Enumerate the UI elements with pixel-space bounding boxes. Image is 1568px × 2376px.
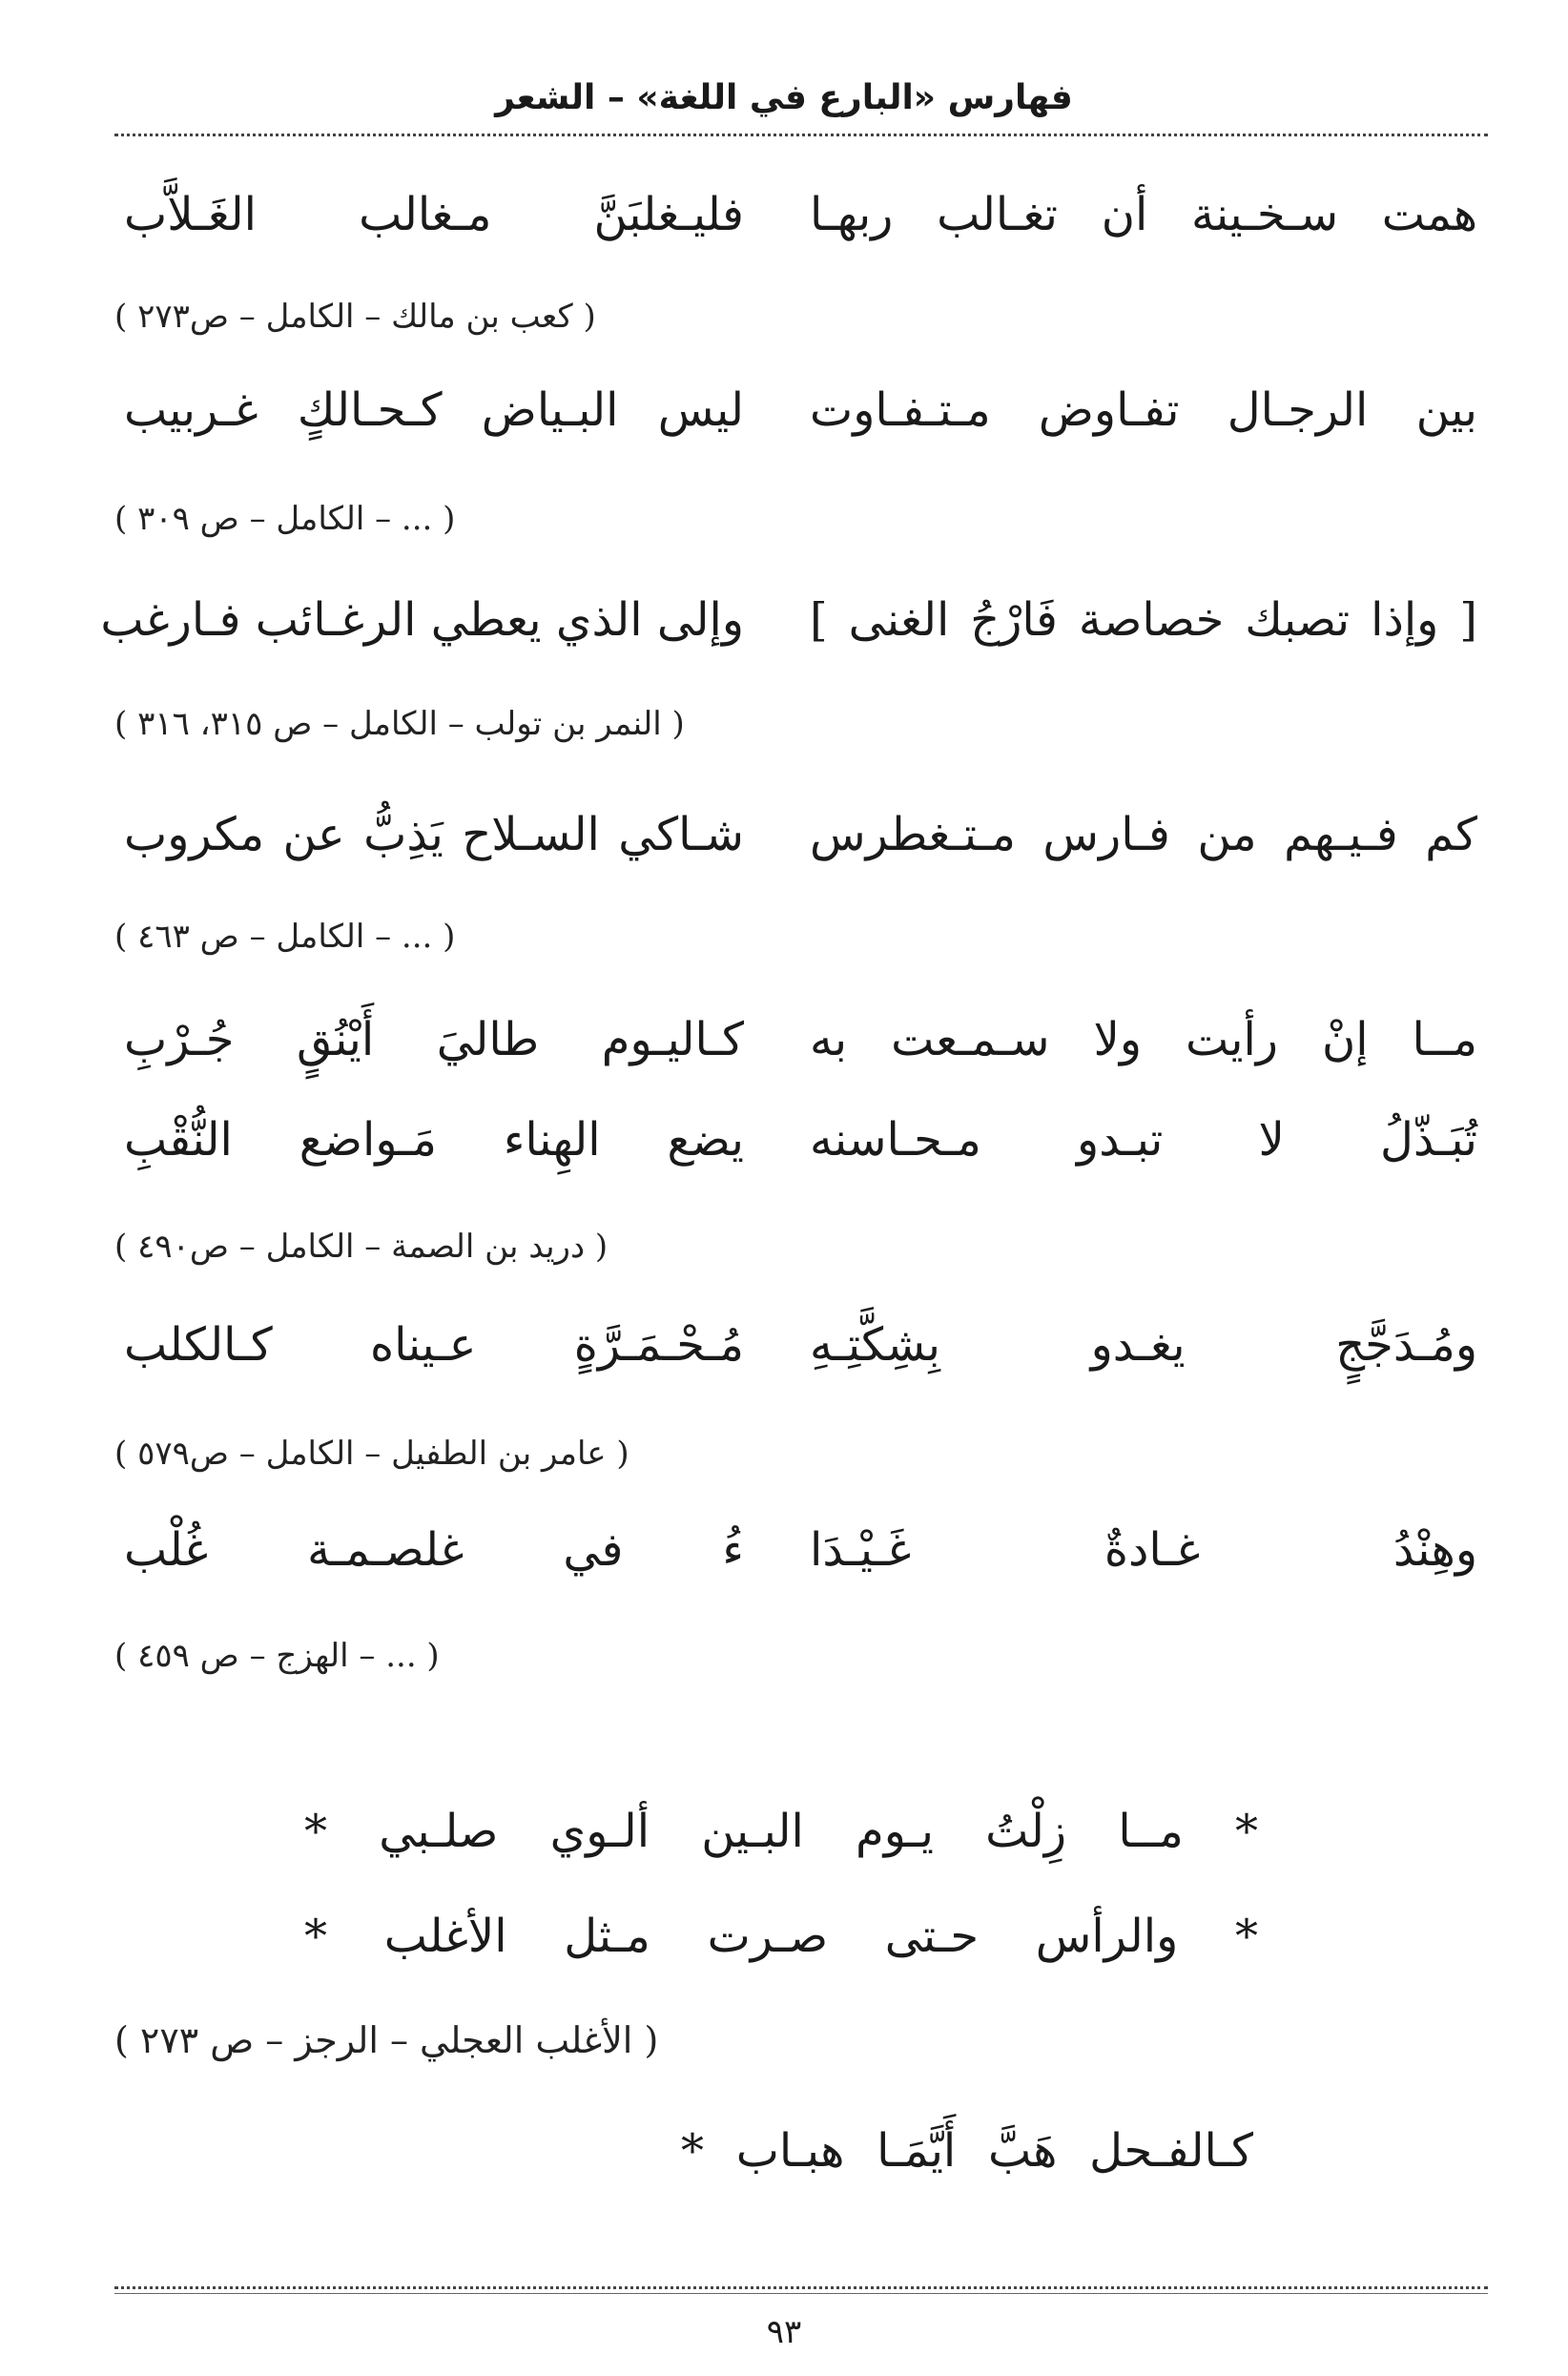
verse-1-attribution: ( كعب بن مالك – الكامل – ص٢٧٣ ) bbox=[114, 298, 596, 336]
verse-4-first-hemistich: كم فـيـهم من فـارس مـتـغطرس bbox=[810, 808, 1477, 861]
rajaz-attribution: ( الأغلب العجلي – الرجز – ص ٢٧٣ ) bbox=[114, 2019, 659, 2061]
verse-4-attribution: ( ... – الكامل – ص ٤٦٣ ) bbox=[114, 918, 456, 956]
verse-3-attribution: ( النمر بن تولب – الكامل – ص ٣١٥، ٣١٦ ) bbox=[114, 705, 685, 743]
verse-6-attribution: ( دريد بن الصمة – الكامل – ص٤٩٠ ) bbox=[114, 1228, 609, 1266]
verse-1-second-hemistich: فليـغلبَنَّ مـغالب الغَـلاَّب bbox=[124, 188, 744, 241]
verse-3-second-hemistich: وإلى الذي يعطي الرغـائب فـارغب bbox=[100, 593, 744, 647]
verse-7-first-hemistich: ومُـدَجَّجٍ يغـدو بِشِكَّتِـهِ bbox=[810, 1318, 1477, 1372]
page-number: ٩٣ bbox=[766, 2313, 802, 2351]
footer-rule bbox=[114, 2286, 1488, 2289]
verse-4-second-hemistich: شـاكي السـلاح يَذِبُّ عن مكروب bbox=[124, 808, 744, 861]
running-head: فهارس «البارع في اللغة» – الشعر bbox=[495, 78, 1073, 117]
verse-1-first-hemistich: همت سـخـينة أن تغـالب ربهـا bbox=[810, 188, 1477, 241]
rajaz-final-line: كـالفـحل هَبَّ أَيَّمَـا هبـاب * bbox=[681, 2124, 1253, 2178]
verse-8-first-hemistich: وهِنْدُ غـادةٌ غَـيْـدَا bbox=[810, 1523, 1477, 1577]
rajaz-line-2: * والرأس حـتى صـرت مـثل الأغلب * bbox=[304, 1910, 1258, 1963]
verse-7-second-hemistich: مُـحْـمَـرَّةٍ عـيناه كـالكلب bbox=[124, 1318, 744, 1372]
verse-2-second-hemistich: ليس البـياض كـحـالكٍ غـربيب bbox=[124, 383, 744, 437]
rajaz-line-1: * مــا زِلْتُ يـوم البـين ألـوي صلـبي * bbox=[304, 1805, 1258, 1858]
verse-2-first-hemistich: بين الرجـال تفـاوض مـتـفـاوت bbox=[810, 383, 1477, 437]
verse-8-second-hemistich: ءُ في غلصـمـة غُلْب bbox=[124, 1523, 744, 1577]
verse-6-first-hemistich: تُبَـذّلُ لا تبـدو مـحـاسنه bbox=[810, 1113, 1477, 1167]
verse-7-attribution: ( عامر بن الطفيل – الكامل – ص٥٧٩ ) bbox=[114, 1435, 629, 1473]
verse-3-first-hemistich: [ وإذا تصبك خصاصة فَارْجُ الغنى ] bbox=[810, 593, 1477, 647]
footer-rule-thin bbox=[114, 2293, 1488, 2294]
verse-5-first-hemistich: مــا إنْ رأيت ولا سـمـعت به bbox=[810, 1013, 1477, 1066]
verse-2-attribution: ( ... – الكامل – ص ٣٠٩ ) bbox=[114, 500, 456, 538]
verse-5-second-hemistich: كـاليـوم طاليَ أَيْنُقٍ جُـرْبِ bbox=[124, 1013, 744, 1066]
verse-8-attribution: ( ... – الهزج – ص ٤٥٩ ) bbox=[114, 1637, 440, 1675]
verse-6-second-hemistich: يضع الهِناء مَـواضع النُّقْبِ bbox=[124, 1113, 744, 1167]
header-rule bbox=[114, 134, 1488, 136]
